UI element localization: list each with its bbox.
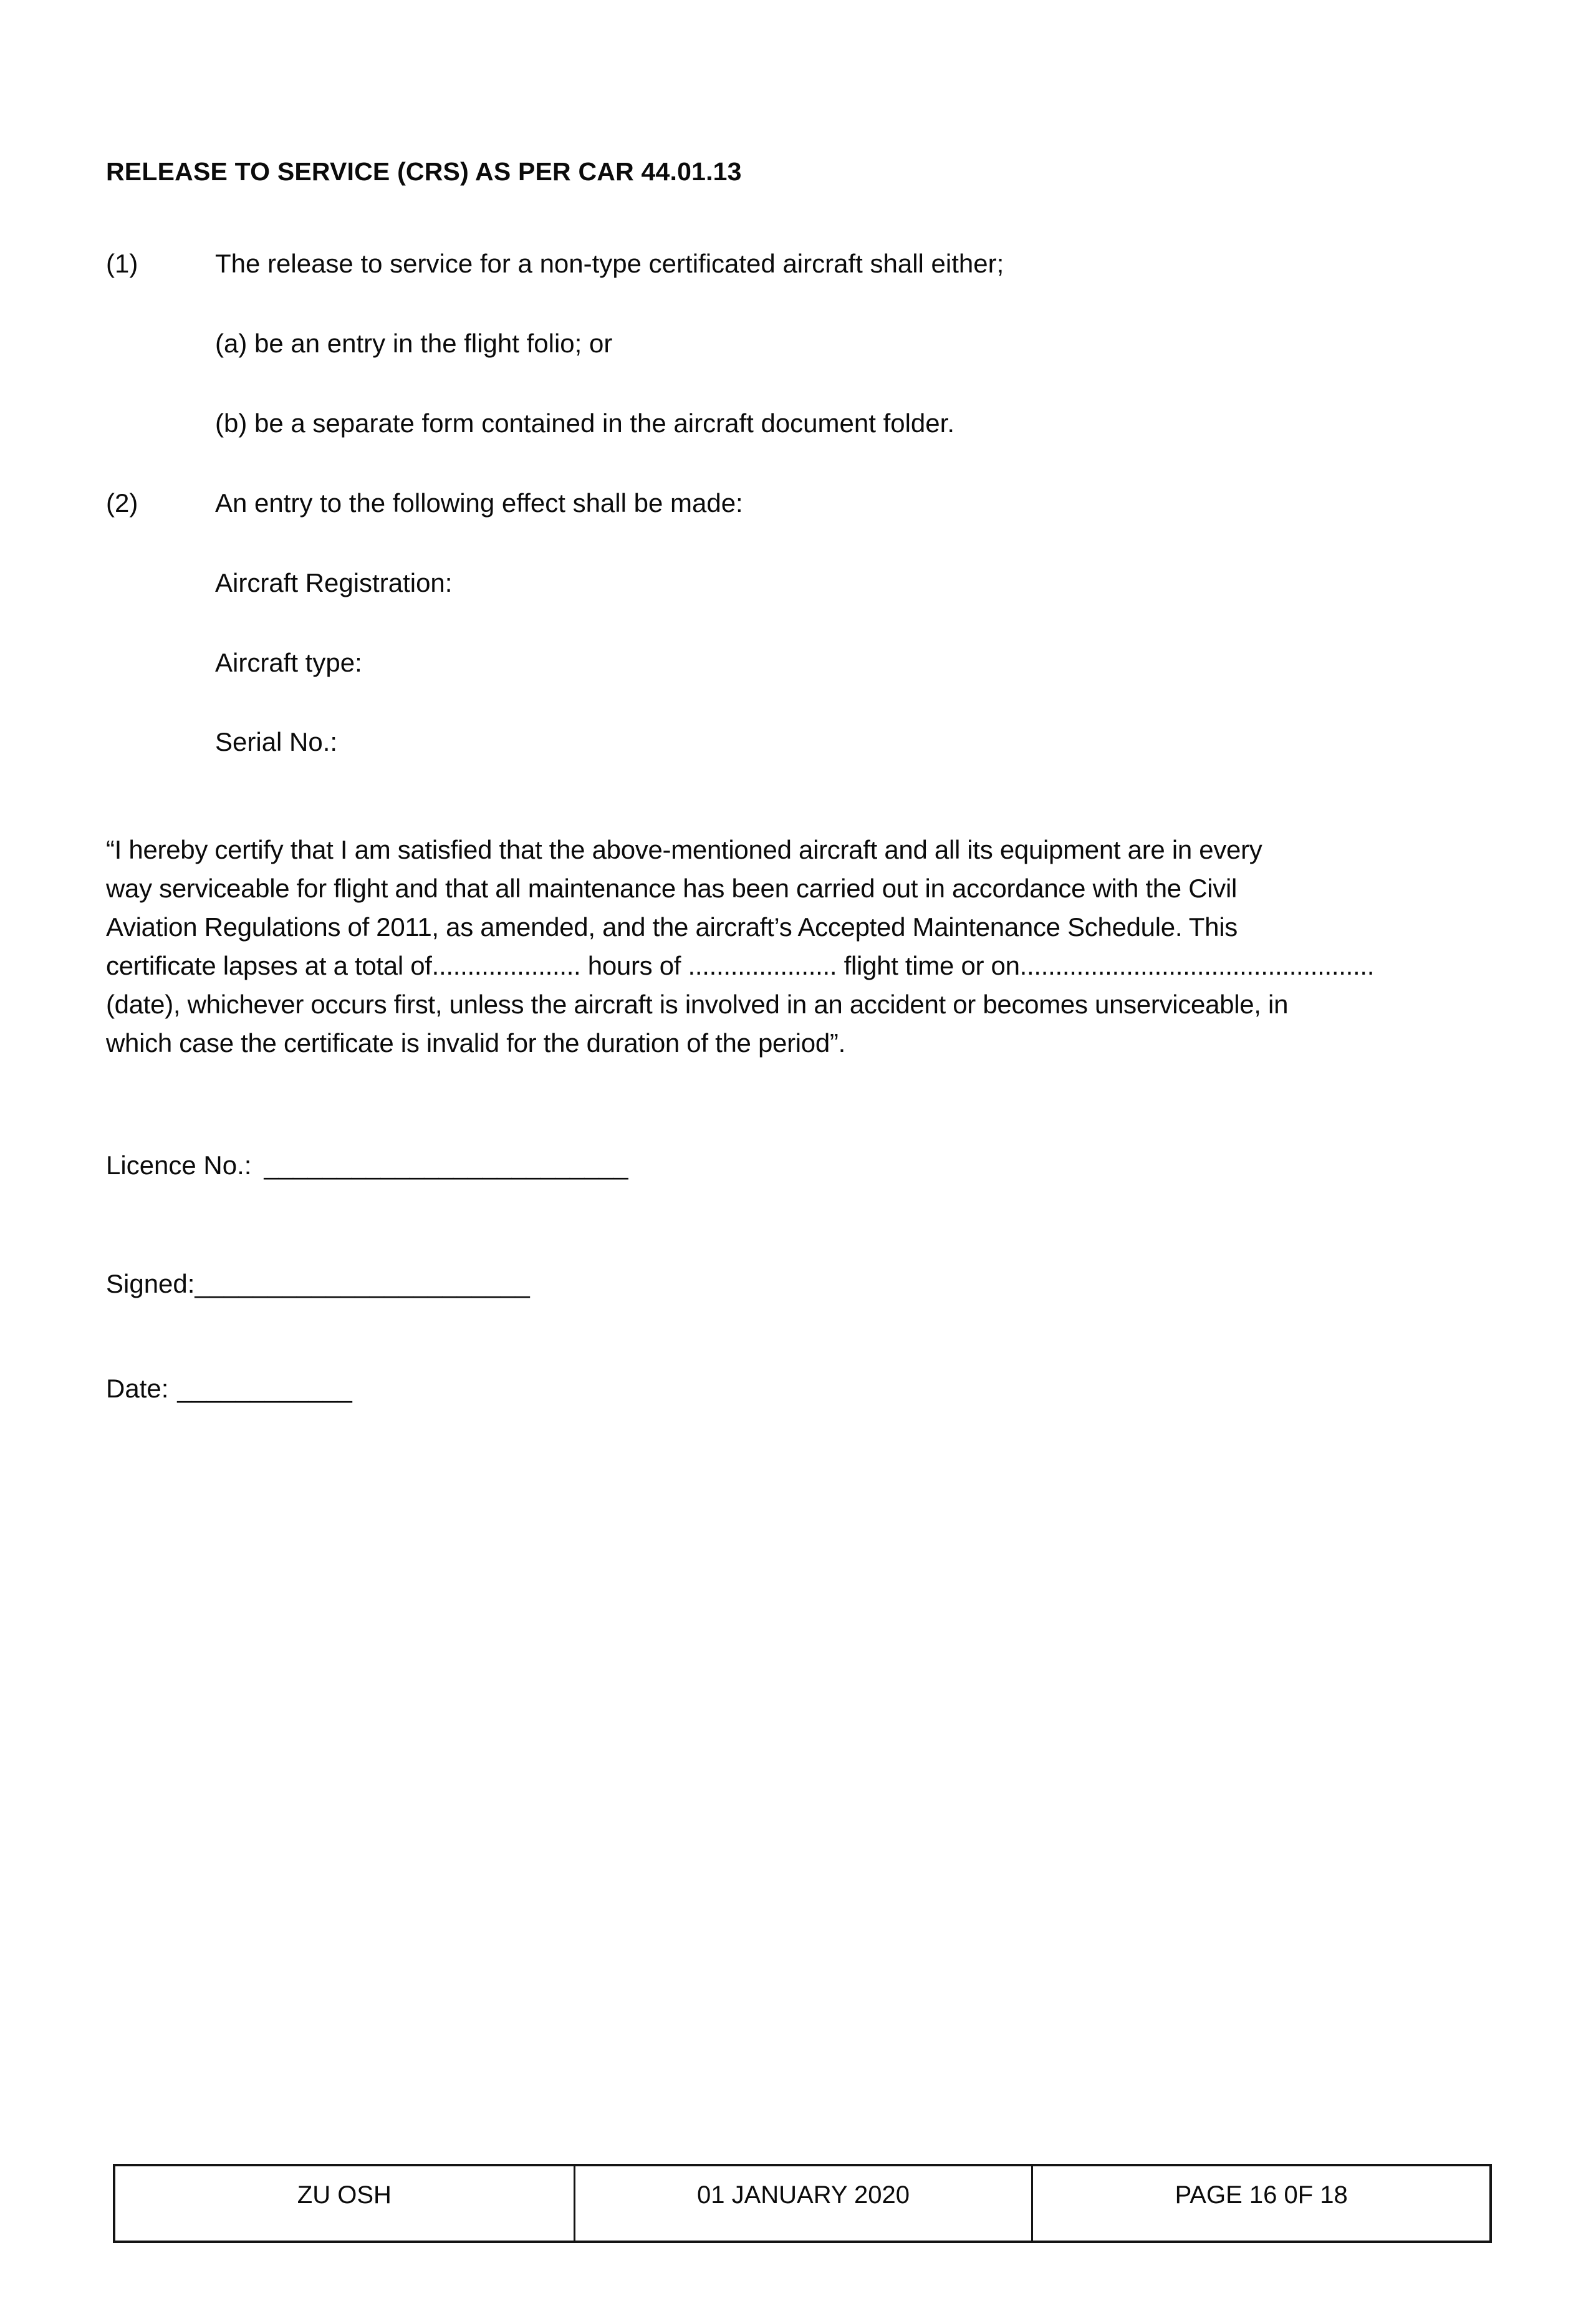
signed-blank: _______________________ bbox=[195, 1269, 530, 1298]
list-item-2-number: (2) bbox=[106, 488, 138, 518]
licence-no-line bbox=[106, 1149, 628, 1182]
licence-no-blank: _________________________ bbox=[264, 1151, 628, 1180]
date-line bbox=[106, 1372, 352, 1406]
certification-line-3: Aviation Regulations of 2011, as amended, and the aircraft’s Accepted Maintenance Schedule. This bbox=[106, 912, 1238, 942]
list-item-1 bbox=[106, 247, 1004, 281]
field-aircraft-type: Aircraft type: bbox=[215, 648, 362, 677]
certification-line-1: “I hereby certify that I am satisfied that the above-mentioned aircraft and all its equipment are in every bbox=[106, 835, 1262, 864]
signed-line bbox=[106, 1267, 530, 1301]
field-serial-no: Serial No.: bbox=[215, 727, 338, 756]
footer-table bbox=[113, 2164, 1492, 2243]
list-item-1-number: (1) bbox=[106, 249, 138, 278]
signed-label: Signed: bbox=[106, 1269, 195, 1298]
list-item-2-text: An entry to the following effect shall be made: bbox=[215, 488, 743, 518]
certification-line-5: (date), whichever occurs first, unless the aircraft is involved in an accident or becomes unserviceable, in bbox=[106, 990, 1289, 1019]
document-title: RELEASE TO SERVICE (CRS) AS PER CAR 44.01.13 bbox=[106, 157, 742, 186]
licence-no-label: Licence No.: bbox=[106, 1151, 252, 1180]
footer-cell-date: 01 JANUARY 2020 bbox=[574, 2166, 1032, 2241]
certification-line-6: which case the certificate is invalid for the duration of the period”. bbox=[106, 1028, 845, 1058]
date-label: Date: bbox=[106, 1374, 169, 1403]
date-blank: ____________ bbox=[177, 1374, 352, 1403]
list-item-1-text: The release to service for a non-type certificated aircraft shall either; bbox=[215, 249, 1004, 278]
certification-line-4: certificate lapses at a total of..................... hours of ..................... flight time or on.................................................. bbox=[106, 951, 1375, 980]
footer-cell-page: PAGE 16 0F 18 bbox=[1031, 2166, 1489, 2241]
list-item-2 bbox=[106, 486, 743, 520]
footer-cell-aircraft: ZU OSH bbox=[297, 2181, 392, 2209]
list-item-1a: (a) be an entry in the flight folio; or bbox=[215, 329, 613, 358]
field-aircraft-registration: Aircraft Registration: bbox=[215, 568, 453, 597]
list-item-1b: (b) be a separate form contained in the aircraft document folder. bbox=[215, 408, 954, 438]
certification-statement bbox=[106, 831, 1494, 1063]
certification-line-2: way serviceable for flight and that all maintenance has been carried out in accordance with the Civil bbox=[106, 874, 1238, 903]
